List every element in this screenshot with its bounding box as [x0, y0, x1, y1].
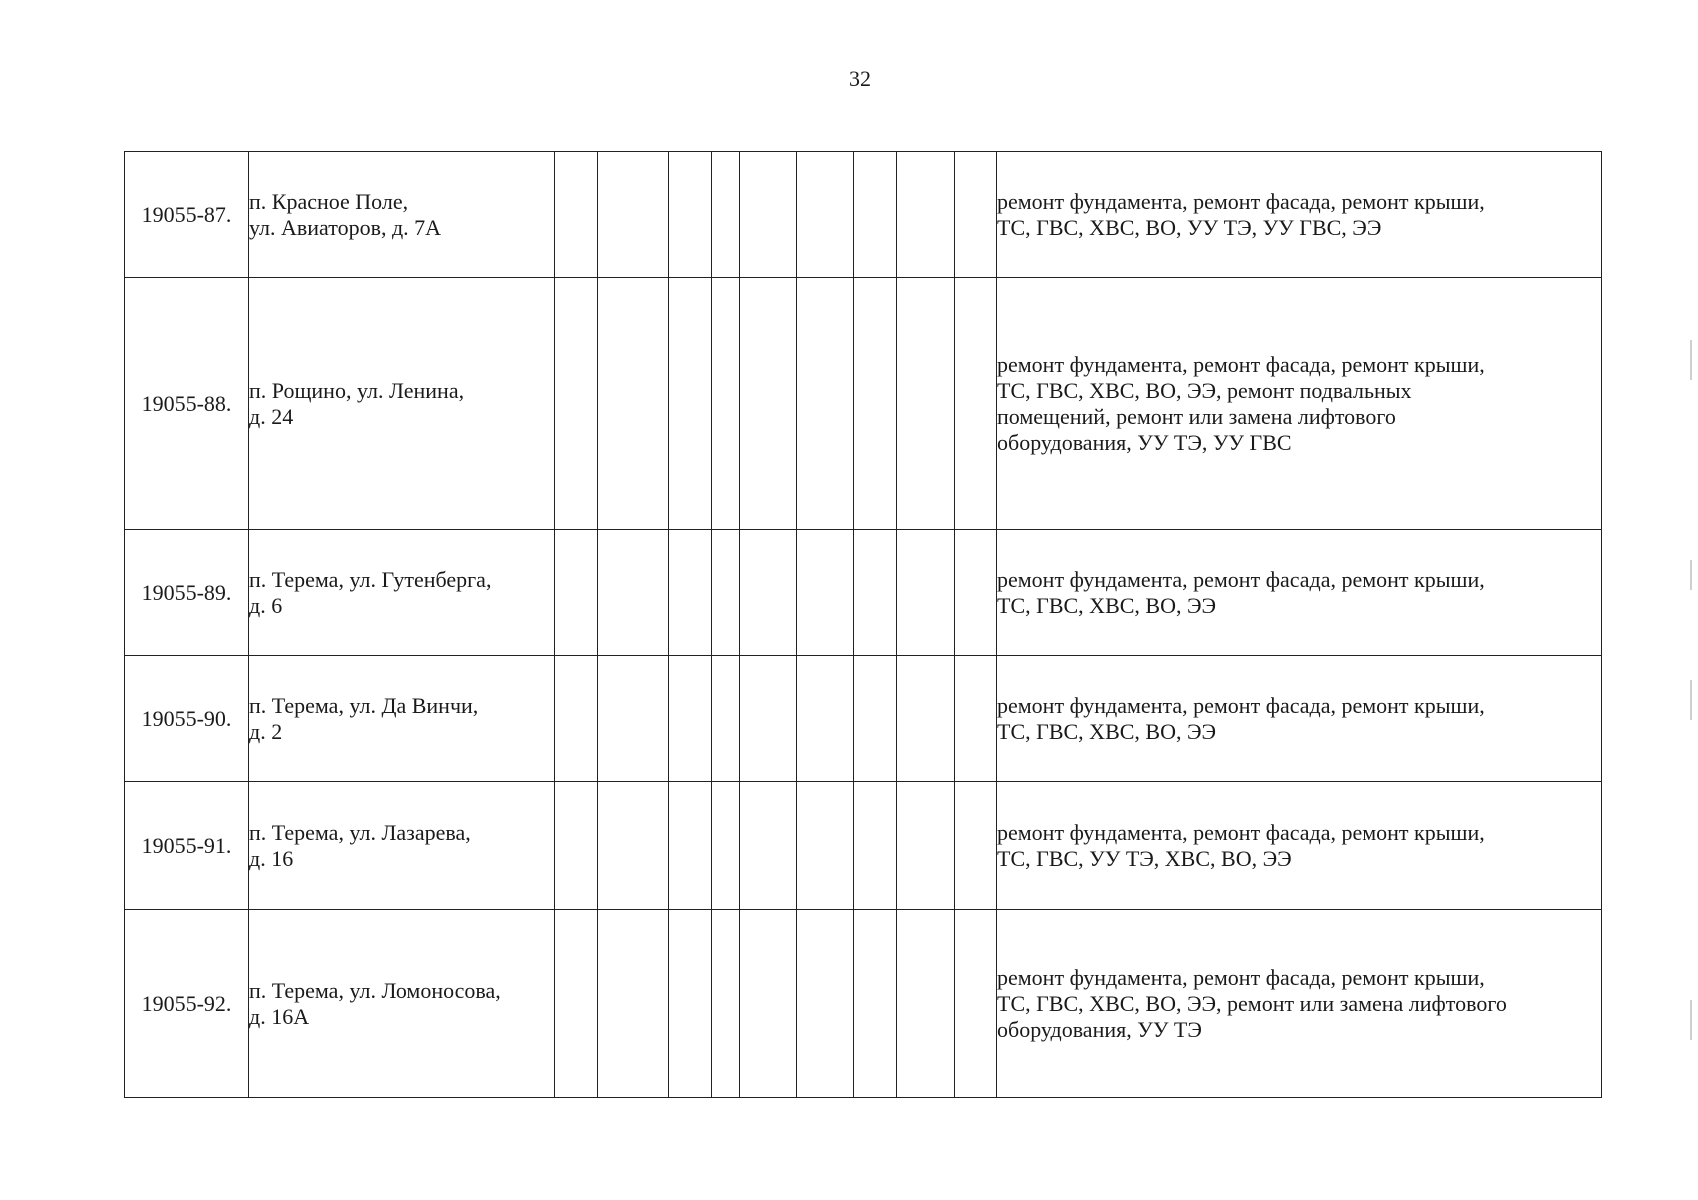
empty-cell — [955, 152, 997, 278]
works-cell — [997, 782, 1602, 910]
row-number: 19055-91. — [125, 782, 249, 910]
address-cell — [249, 152, 555, 278]
empty-cell — [712, 278, 740, 530]
works-text: ремонт фундамента, ремонт фасада, ремонт крыши, ТС, ГВС, ХВС, ВО, ЭЭ, ремонт подвальных помещений, ремонт или замена лифтового оборудования, УУ ТЭ, УУ ГВС — [997, 351, 1485, 455]
empty-cell — [897, 278, 955, 530]
empty-cell — [854, 152, 897, 278]
works-text: ремонт фундамента, ремонт фасада, ремонт крыши, ТС, ГВС, УУ ТЭ, ХВС, ВО, ЭЭ — [997, 819, 1485, 871]
works-text: ремонт фундамента, ремонт фасада, ремонт крыши, ТС, ГВС, ХВС, ВО, УУ ТЭ, УУ ГВС, ЭЭ — [997, 188, 1485, 240]
empty-cell — [740, 278, 797, 530]
empty-cell — [669, 530, 712, 656]
row-number: 19055-87. — [125, 152, 249, 278]
empty-cell — [955, 782, 997, 910]
empty-cell — [955, 278, 997, 530]
empty-cell — [854, 910, 897, 1098]
address-cell — [249, 278, 555, 530]
empty-cell — [797, 656, 854, 782]
empty-cell — [897, 152, 955, 278]
empty-cell — [598, 656, 669, 782]
address-cell — [249, 530, 555, 656]
empty-cell — [955, 910, 997, 1098]
works-cell — [997, 152, 1602, 278]
empty-cell — [669, 910, 712, 1098]
empty-cell — [555, 152, 598, 278]
scan-artifact — [1690, 560, 1692, 590]
table-row — [125, 278, 1602, 530]
scan-artifact — [1690, 340, 1692, 380]
building-repair-table — [124, 151, 1602, 1098]
empty-cell — [555, 656, 598, 782]
empty-cell — [669, 656, 712, 782]
table-row — [125, 782, 1602, 910]
empty-cell — [740, 782, 797, 910]
address-text: п. Терема, ул. Ломоносова, д. 16А — [249, 977, 501, 1029]
empty-cell — [555, 782, 598, 910]
empty-cell — [598, 910, 669, 1098]
works-text: ремонт фундамента, ремонт фасада, ремонт крыши, ТС, ГВС, ХВС, ВО, ЭЭ, ремонт или замена лифтового оборудования, УУ ТЭ — [997, 964, 1507, 1042]
empty-cell — [669, 278, 712, 530]
page-number: 32 — [849, 66, 871, 91]
empty-cell — [598, 152, 669, 278]
table-row — [125, 530, 1602, 656]
empty-cell — [555, 530, 598, 656]
scan-artifact — [1690, 680, 1692, 720]
table-row — [125, 152, 1602, 278]
scan-artifact — [1690, 1000, 1692, 1040]
address-text: п. Терема, ул. Да Винчи, д. 2 — [249, 692, 479, 744]
row-number: 19055-90. — [125, 656, 249, 782]
address-cell — [249, 782, 555, 910]
row-number: 19055-92. — [125, 910, 249, 1098]
empty-cell — [712, 656, 740, 782]
empty-cell — [854, 530, 897, 656]
works-cell — [997, 656, 1602, 782]
empty-cell — [797, 910, 854, 1098]
empty-cell — [669, 782, 712, 910]
empty-cell — [897, 656, 955, 782]
empty-cell — [712, 782, 740, 910]
empty-cell — [740, 656, 797, 782]
empty-cell — [854, 782, 897, 910]
empty-cell — [897, 910, 955, 1098]
empty-cell — [740, 152, 797, 278]
empty-cell — [598, 278, 669, 530]
works-cell — [997, 910, 1602, 1098]
empty-cell — [955, 530, 997, 656]
address-text: п. Красное Поле, ул. Авиаторов, д. 7А — [249, 188, 442, 240]
empty-cell — [555, 910, 598, 1098]
empty-cell — [712, 152, 740, 278]
table-row — [125, 656, 1602, 782]
empty-cell — [797, 278, 854, 530]
empty-cell — [955, 656, 997, 782]
address-cell — [249, 910, 555, 1098]
works-cell — [997, 278, 1602, 530]
works-cell — [997, 530, 1602, 656]
empty-cell — [712, 530, 740, 656]
empty-cell — [897, 782, 955, 910]
empty-cell — [598, 530, 669, 656]
empty-cell — [897, 530, 955, 656]
works-text: ремонт фундамента, ремонт фасада, ремонт крыши, ТС, ГВС, ХВС, ВО, ЭЭ — [997, 566, 1485, 618]
empty-cell — [797, 152, 854, 278]
empty-cell — [669, 152, 712, 278]
empty-cell — [854, 656, 897, 782]
address-text: п. Рощино, ул. Ленина, д. 24 — [249, 377, 465, 429]
row-number: 19055-88. — [125, 278, 249, 530]
empty-cell — [854, 278, 897, 530]
works-text: ремонт фундамента, ремонт фасада, ремонт крыши, ТС, ГВС, ХВС, ВО, ЭЭ — [997, 692, 1485, 744]
empty-cell — [740, 530, 797, 656]
row-number: 19055-89. — [125, 530, 249, 656]
address-text: п. Терема, ул. Гутенберга, д. 6 — [249, 566, 492, 618]
empty-cell — [797, 782, 854, 910]
empty-cell — [797, 530, 854, 656]
table-row — [125, 910, 1602, 1098]
empty-cell — [740, 910, 797, 1098]
address-text: п. Терема, ул. Лазарева, д. 16 — [249, 819, 471, 871]
address-cell — [249, 656, 555, 782]
empty-cell — [598, 782, 669, 910]
empty-cell — [555, 278, 598, 530]
empty-cell — [712, 910, 740, 1098]
